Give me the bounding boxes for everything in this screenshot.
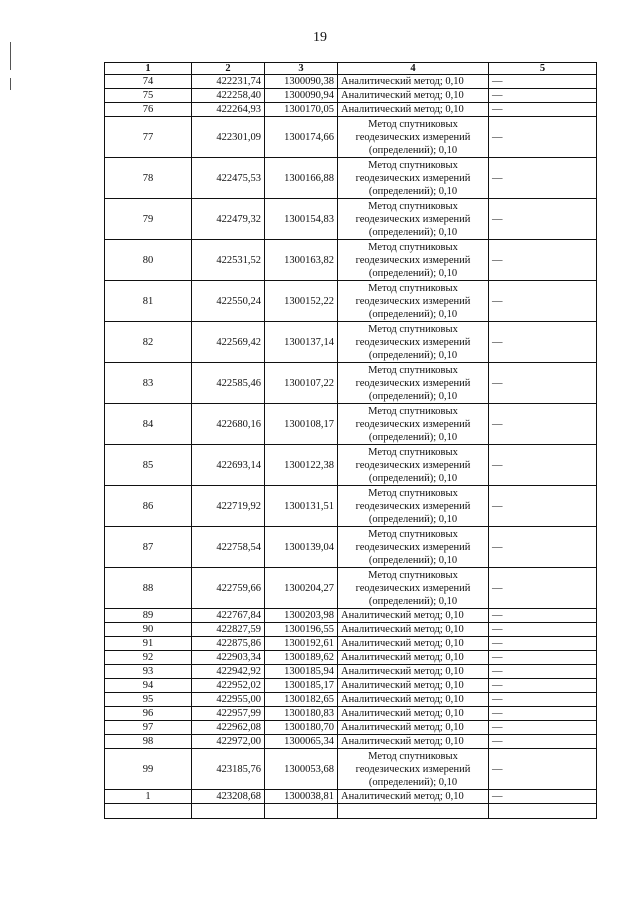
point-number: 77 [105,117,192,158]
note: — [489,445,597,486]
x-coordinate: 422903,34 [192,651,265,665]
note: — [489,790,597,804]
point-number: 74 [105,75,192,89]
x-coordinate: 422875,86 [192,637,265,651]
table-row [105,199,597,240]
note: — [489,637,597,651]
x-coordinate: 422585,46 [192,363,265,404]
x-coordinate: 422972,00 [192,735,265,749]
note: — [489,199,597,240]
table-row [105,281,597,322]
point-number: 99 [105,749,192,790]
table-row [105,568,597,609]
method-accuracy: Метод спутниковых геодезических измерений (определений); 0,10 [338,749,489,790]
y-coordinate: 1300137,14 [265,322,338,363]
table-row [105,637,597,651]
note: — [489,623,597,637]
point-number: 90 [105,623,192,637]
point-number: 79 [105,199,192,240]
x-coordinate: 422258,40 [192,89,265,103]
method-accuracy: Аналитический метод; 0,10 [338,735,489,749]
y-coordinate: 1300122,38 [265,445,338,486]
table-row [105,679,597,693]
y-coordinate: 1300053,68 [265,749,338,790]
method-accuracy: Аналитический метод; 0,10 [338,637,489,651]
point-number: 78 [105,158,192,199]
table-row [105,651,597,665]
column-header: 5 [489,63,597,75]
empty-cell [489,804,597,819]
point-number: 88 [105,568,192,609]
point-number: 75 [105,89,192,103]
table-row [105,609,597,623]
y-coordinate: 1300154,83 [265,199,338,240]
point-number: 94 [105,679,192,693]
point-number: 81 [105,281,192,322]
method-accuracy: Аналитический метод; 0,10 [338,609,489,623]
method-accuracy: Аналитический метод; 0,10 [338,75,489,89]
table-row [105,363,597,404]
y-coordinate: 1300166,88 [265,158,338,199]
y-coordinate: 1300090,94 [265,89,338,103]
note: — [489,281,597,322]
method-accuracy: Метод спутниковых геодезических измерений (определений); 0,10 [338,240,489,281]
method-accuracy: Аналитический метод; 0,10 [338,721,489,735]
point-number: 85 [105,445,192,486]
x-coordinate: 422479,32 [192,199,265,240]
empty-cell [105,804,192,819]
point-number: 82 [105,322,192,363]
method-accuracy: Аналитический метод; 0,10 [338,89,489,103]
table-row [105,445,597,486]
note: — [489,693,597,707]
table-row [105,89,597,103]
table-row [105,75,597,89]
point-number: 80 [105,240,192,281]
y-coordinate: 1300170,05 [265,103,338,117]
y-coordinate: 1300174,66 [265,117,338,158]
y-coordinate: 1300163,82 [265,240,338,281]
y-coordinate: 1300065,34 [265,735,338,749]
x-coordinate: 423208,68 [192,790,265,804]
point-number: 93 [105,665,192,679]
point-number: 87 [105,527,192,568]
method-accuracy: Метод спутниковых геодезических измерений (определений); 0,10 [338,322,489,363]
method-accuracy: Метод спутниковых геодезических измерений (определений); 0,10 [338,568,489,609]
method-accuracy: Аналитический метод; 0,10 [338,651,489,665]
table-row [105,322,597,363]
method-accuracy: Аналитический метод; 0,10 [338,623,489,637]
table-row [105,721,597,735]
point-number: 83 [105,363,192,404]
y-coordinate: 1300107,22 [265,363,338,404]
method-accuracy: Метод спутниковых геодезических измерений (определений); 0,10 [338,281,489,322]
point-number: 97 [105,721,192,735]
empty-cell [338,804,489,819]
y-coordinate: 1300203,98 [265,609,338,623]
method-accuracy: Метод спутниковых геодезических измерений (определений); 0,10 [338,199,489,240]
table-row [105,240,597,281]
margin-mark [10,42,11,70]
x-coordinate: 422955,00 [192,693,265,707]
x-coordinate: 422531,52 [192,240,265,281]
point-number: 89 [105,609,192,623]
point-number: 1 [105,790,192,804]
empty-cell [265,804,338,819]
point-number: 98 [105,735,192,749]
note: — [489,665,597,679]
table-row [105,707,597,721]
coordinates-table [104,62,597,819]
x-coordinate: 422962,08 [192,721,265,735]
x-coordinate: 423185,76 [192,749,265,790]
x-coordinate: 422759,66 [192,568,265,609]
y-coordinate: 1300139,04 [265,527,338,568]
table-row [105,790,597,804]
x-coordinate: 422475,53 [192,158,265,199]
x-coordinate: 422680,16 [192,404,265,445]
empty-cell [192,804,265,819]
method-accuracy: Метод спутниковых геодезических измерений (определений); 0,10 [338,527,489,568]
method-accuracy: Аналитический метод; 0,10 [338,790,489,804]
method-accuracy: Метод спутниковых геодезических измерений (определений); 0,10 [338,445,489,486]
point-number: 91 [105,637,192,651]
method-accuracy: Аналитический метод; 0,10 [338,665,489,679]
point-number: 76 [105,103,192,117]
x-coordinate: 422827,59 [192,623,265,637]
method-accuracy: Метод спутниковых геодезических измерений (определений); 0,10 [338,363,489,404]
x-coordinate: 422231,74 [192,75,265,89]
y-coordinate: 1300090,38 [265,75,338,89]
method-accuracy: Аналитический метод; 0,10 [338,679,489,693]
note: — [489,679,597,693]
note: — [489,363,597,404]
table-row [105,665,597,679]
x-coordinate: 422693,14 [192,445,265,486]
x-coordinate: 422952,02 [192,679,265,693]
y-coordinate: 1300108,17 [265,404,338,445]
x-coordinate: 422957,99 [192,707,265,721]
note: — [489,103,597,117]
note: — [489,75,597,89]
y-coordinate: 1300152,22 [265,281,338,322]
y-coordinate: 1300189,62 [265,651,338,665]
y-coordinate: 1300038,81 [265,790,338,804]
column-header: 2 [192,63,265,75]
x-coordinate: 422301,09 [192,117,265,158]
table-header-row [105,63,597,75]
note: — [489,527,597,568]
method-accuracy: Аналитический метод; 0,10 [338,103,489,117]
note: — [489,707,597,721]
note: — [489,568,597,609]
point-number: 84 [105,404,192,445]
x-coordinate: 422767,84 [192,609,265,623]
y-coordinate: 1300182,65 [265,693,338,707]
point-number: 92 [105,651,192,665]
note: — [489,322,597,363]
table-row [105,527,597,568]
point-number: 86 [105,486,192,527]
point-number: 96 [105,707,192,721]
table-row [105,103,597,117]
note: — [489,240,597,281]
method-accuracy: Метод спутниковых геодезических измерений (определений); 0,10 [338,486,489,527]
x-coordinate: 422569,42 [192,322,265,363]
column-header: 1 [105,63,192,75]
table-row [105,735,597,749]
method-accuracy: Метод спутниковых геодезических измерений (определений); 0,10 [338,158,489,199]
y-coordinate: 1300192,61 [265,637,338,651]
table-row [105,693,597,707]
note: — [489,735,597,749]
table-row [105,404,597,445]
table-row [105,486,597,527]
method-accuracy: Метод спутниковых геодезических измерений (определений); 0,10 [338,117,489,158]
y-coordinate: 1300204,27 [265,568,338,609]
note: — [489,117,597,158]
note: — [489,404,597,445]
x-coordinate: 422719,92 [192,486,265,527]
note: — [489,721,597,735]
y-coordinate: 1300180,83 [265,707,338,721]
table-row [105,158,597,199]
margin-mark [10,78,11,90]
method-accuracy: Аналитический метод; 0,10 [338,693,489,707]
table-row [105,623,597,637]
y-coordinate: 1300180,70 [265,721,338,735]
note: — [489,651,597,665]
column-header: 3 [265,63,338,75]
y-coordinate: 1300196,55 [265,623,338,637]
method-accuracy: Аналитический метод; 0,10 [338,707,489,721]
x-coordinate: 422758,54 [192,527,265,568]
y-coordinate: 1300131,51 [265,486,338,527]
table-body [105,75,597,819]
table-row [105,117,597,158]
note: — [489,609,597,623]
point-number: 95 [105,693,192,707]
column-header: 4 [338,63,489,75]
y-coordinate: 1300185,94 [265,665,338,679]
x-coordinate: 422942,92 [192,665,265,679]
x-coordinate: 422550,24 [192,281,265,322]
page-number: 19 [313,30,327,45]
x-coordinate: 422264,93 [192,103,265,117]
note: — [489,486,597,527]
method-accuracy: Метод спутниковых геодезических измерений (определений); 0,10 [338,404,489,445]
empty-row [105,804,597,819]
note: — [489,749,597,790]
y-coordinate: 1300185,17 [265,679,338,693]
table-row [105,749,597,790]
note: — [489,89,597,103]
note: — [489,158,597,199]
